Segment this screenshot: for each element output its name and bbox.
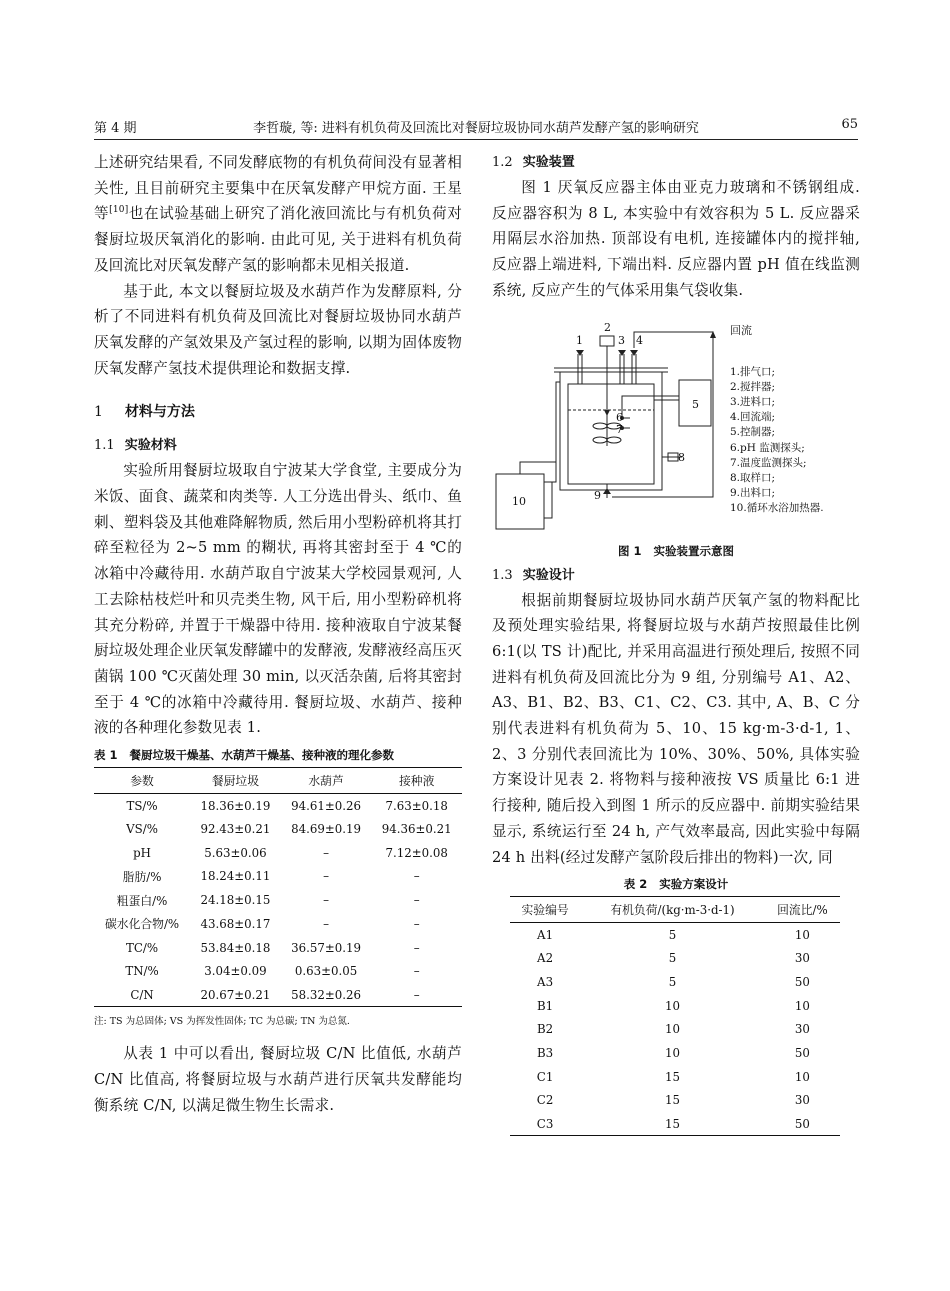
table-row: TC/% 53.84±0.18 36.57±0.19 – — [126, 940, 420, 955]
table-1-header: 参数 — [94, 768, 190, 794]
table-row: B1 10 10 — [536, 998, 810, 1013]
reactor-outer-wall — [560, 372, 662, 490]
table-row: C1 15 10 — [536, 1069, 810, 1084]
table-2 — [510, 896, 840, 1136]
table-row: A2 5 30 — [537, 951, 810, 966]
table-row: C/N 20.67±0.21 58.32±0.26 – — [94, 983, 462, 1007]
table-1-caption: 表 1 餐厨垃圾干燥基、水葫芦干燥基、接种液的理化参数 — [94, 748, 395, 763]
running-title: 李哲璇, 等: 进料有机负荷及回流比对餐厨垃圾协同水葫芦发酵产氢的影响研究 — [253, 121, 699, 136]
table-row: pH 5.63±0.06 – 7.12±0.08 — [133, 845, 448, 860]
motor-box — [600, 336, 614, 346]
device-paragraph: 图 1 厌氧反应器主体由亚克力玻璃和不锈钢组成. 反应器容积为 8 L, 本实验中有效容积为 5 L. 反应器采用隔层水浴加热. 顶部设有电机, 连接罐体内的搅拌轴, 反应器上端进料, 下端出料. 反应器内置 pH 值在线监测系统, 反应产生的气体采用集气袋收集. — [492, 179, 860, 299]
reflux-label: 回流 — [730, 323, 752, 337]
table-1 — [94, 767, 462, 1007]
table-2-header: 回流比/% — [765, 897, 840, 923]
table-2-header: 有机负荷/(kg·m-3·d-1) — [580, 897, 765, 923]
table-1-note: 注: TS 为总固体; VS 为挥发性固体; TC 为总碳; TN 为总氮. — [94, 1016, 350, 1028]
cn-paragraph: 从表 1 中可以看出, 餐厨垃圾 C/N 比值低, 水葫芦 C/N 比值高, 将餐厨垃圾与水葫芦进行厌氧共发酵能均衡系统 C/N, 以满足微生物生长需求. — [94, 1045, 462, 1114]
label-10: 10 — [512, 494, 526, 508]
label-7: 7 — [616, 422, 623, 436]
label-9: 9 — [594, 488, 601, 502]
left-column — [94, 150, 462, 1118]
section-1-2-heading: 1.2 实验装置 — [492, 155, 575, 170]
figure-legend: 1.排气口; 2.搅拌器; 3.进料口; 4.回流端; 5.控制器; 6.pH 监测探头; 7.温度监测探头; 8.取样口; 9.出料口; 10.循环水浴加热器. — [730, 365, 824, 515]
page-number: 65 — [841, 117, 858, 132]
section-1-1-heading: 1.1 实验材料 — [94, 438, 177, 454]
table-1-header: 餐厨垃圾 — [190, 768, 281, 794]
table-row: B2 10 30 — [536, 1022, 810, 1037]
table-row: A3 5 50 — [537, 974, 810, 989]
running-header — [94, 114, 858, 140]
right-column — [492, 150, 860, 1136]
table-row: C3 15 50 — [510, 1112, 840, 1136]
table-1-header: 水葫芦 — [281, 768, 372, 794]
table-row: 粗蛋白/% 24.18±0.15 – – — [116, 893, 420, 908]
table-row: A1 5 10 — [537, 927, 810, 942]
label-2: 2 — [604, 321, 611, 334]
section-1-3-heading: 1.3 实验设计 — [492, 567, 575, 583]
label-8: 8 — [678, 450, 685, 464]
label-4: 4 — [636, 333, 643, 347]
citation-ref[interactable]: [10] — [109, 205, 129, 216]
table-row: 脂肪/% 18.24±0.11 – – — [122, 869, 420, 884]
label-6: 6 — [616, 410, 623, 424]
reactor-inner-wall — [568, 384, 654, 484]
design-paragraph: 根据前期餐厨垃圾协同水葫芦厌氧产氢的物料配比及预处理实验结果, 将餐厨垃圾与水葫芦按照最佳比例 6:1(以 TS 计)配比, 并采用高温进行预处理后, 按照不同进料有机负荷及回流比分为 9 组, 分别编号 A1、A2、A3、B1、B2、B3、C1、C2、C3. 其中, A、B、C 分别代表进料有机负荷为 5、10、15 kg·m-3·d-1, 1、2、3 分别代表回流比为 10%、30%、50%, 具体实验方案设计见表 2. 将物料与接种液按 VS 质量比 6:1 进行接种, 随后投入到图 1 所示的反应器中. 前期实验结果显示, 系统运行至 24 h, 产气效率最高, 因此实验中每隔 24 h 出料(经过发酵产氢阶段后排出的物料)一次, 同 — [492, 591, 860, 866]
table-row: VS/% 92.43±0.21 84.69±0.19 94.36±0.21 — [126, 822, 452, 837]
label-5: 5 — [692, 397, 699, 411]
intro-paragraph: 上述研究结果看, 不同发酵底物的有机负荷间没有显著相关性, 且目前研究主要集中在厌氧发酵产甲烷方面. 王星等[10]也在试验基础上研究了消化液回流比与有机负荷对餐厨垃圾厌氧消化的影响. 由此可见, 关于进料有机负荷及回流比对厌氧发酵产氢的影响都未见相关报道. — [94, 154, 463, 274]
table-2-header: 实验编号 — [510, 897, 580, 923]
figure-1-apparatus — [492, 322, 860, 537]
table-row: TS/% 18.36±0.19 94.61±0.26 7.63±0.18 — [126, 798, 448, 813]
table-2-caption: 表 2 实验方案设计 — [623, 877, 729, 892]
label-1: 1 — [576, 333, 583, 347]
impeller-blade — [593, 423, 607, 429]
table-row: C2 15 30 — [536, 1093, 810, 1108]
table-row: TN/% 3.04±0.09 0.63±0.05 – — [125, 964, 420, 979]
issue-number: 第 4 期 — [94, 121, 137, 136]
table-1-header: 接种液 — [371, 768, 462, 794]
aim-paragraph: 基于此, 本文以餐厨垃圾及水葫芦作为发酵原料, 分析了不同进料有机负荷及回流比对餐厨垃圾协同水葫芦厌氧发酵的产氢效果及产氢过程的影响, 以期为固体废物厌氧发酵产氢技术提供理论和数据支撑. — [94, 282, 462, 377]
figure-1-caption: 图 1 实验装置示意图 — [617, 543, 734, 558]
table-row: B3 10 50 — [536, 1046, 810, 1061]
label-3: 3 — [618, 333, 625, 347]
table-row: 碳水化合物/% 43.68±0.17 – – — [104, 916, 420, 932]
materials-paragraph: 实验所用餐厨垃圾取自宁波某大学食堂, 主要成分为米饭、面食、蔬菜和肉类等. 人工分选出骨头、纸巾、鱼刺、塑料袋及其他难降解物质, 然后用小型粉碎机将其打碎至粒径为 2~5 mm 的糊状, 再将其密封至于 4 ℃的冰箱中冷藏待用. 水葫芦取自宁波某大学校园景观河, 人工去除枯枝烂叶和贝壳类生物, 风干后, 用小型粉碎机将其充分粉碎, 并置于干燥器中待用. 接种液取自宁波某餐厨垃圾处理企业厌氧发酵罐中的发酵液, 发酵液经高压灭菌锅 100 ℃灭菌处理 30 min, 以灭活杂菌, 后将其密封至于 4 ℃的冰箱中冷藏待用. 餐厨垃圾、水葫芦、接种液的各种理化参数见表 1. — [94, 462, 462, 737]
section-1-heading: 1 材料与方法 — [94, 404, 195, 421]
